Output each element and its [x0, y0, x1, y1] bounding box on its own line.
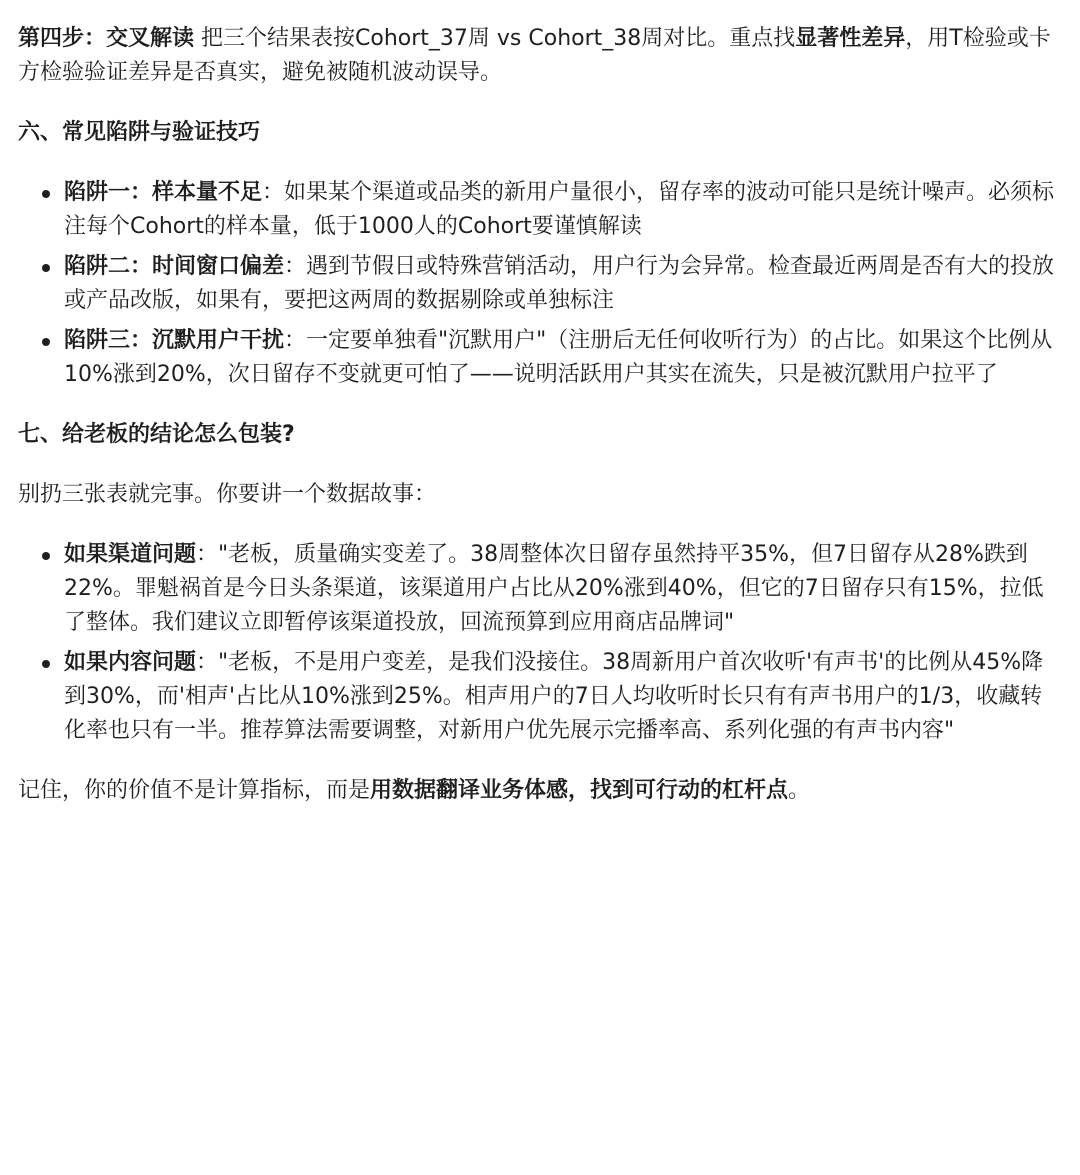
conclusion-item-2	[64, 646, 1058, 748]
closing-text: 记住，你的价值不是计算指标，而是	[18, 778, 371, 803]
step4-emphasis: 显著性差异	[795, 26, 906, 51]
pitfall-text: ：遇到节假日或特殊营销活动，用户行为会异常。检查最近两周是否有大的投放或产品改版，如果有，要把这两周的数据剔除或单独标注	[64, 254, 1055, 313]
conclusion-item-1	[64, 538, 1058, 640]
closing-end: 。	[788, 778, 811, 803]
conclusion-label: 如果内容问题	[64, 650, 197, 675]
pitfall-text: ：一定要单独看"沉默用户"（注册后无任何收听行为）的占比。如果这个比例从10%涨到20%，次日留存不变就更可怕了——说明活跃用户其实在流失，只是被沉默用户拉平了	[64, 328, 1053, 387]
section7-list	[18, 538, 1058, 748]
section7-intro: 别扔三张表就完事。你要讲一个数据故事：	[18, 482, 437, 507]
pitfall-item-1	[64, 176, 1058, 244]
conclusion-label: 如果渠道问题	[64, 542, 197, 567]
conclusion-text: ："老板，质量确实变差了。38周整体次日留存虽然持平35%，但7日留存从28%跌到22%。罪魁祸首是今日头条渠道，该渠道用户占比从20%涨到40%，但它的7日留存只有15%，拉低了整体。我们建议立即暂停该渠道投放，回流预算到应用商店品牌词"	[64, 542, 1044, 635]
pitfall-item-3	[64, 324, 1058, 392]
step4-text-1: 把三个结果表按Cohort_37周 vs Cohort_38周对比。重点找	[194, 26, 796, 51]
pitfall-label: 陷阱三：沉默用户干扰	[64, 328, 285, 353]
pitfall-label: 陷阱二：时间窗口偏差	[64, 254, 285, 279]
closing-emphasis: 用数据翻译业务体感，找到可行动的杠杆点	[370, 778, 789, 803]
section7-heading: 七、给老板的结论怎么包装?	[18, 422, 295, 447]
closing-paragraph	[18, 774, 1058, 808]
step4-paragraph	[18, 22, 1058, 90]
step4-label: 第四步：交叉解读	[18, 26, 195, 51]
pitfall-label: 陷阱一：样本量不足	[64, 180, 263, 205]
pitfall-item-2	[64, 250, 1058, 318]
pitfall-text: ：如果某个渠道或品类的新用户量很小，留存率的波动可能只是统计噪声。必须标注每个Cohort的样本量，低于1000人的Cohort要谨慎解读	[64, 180, 1055, 239]
conclusion-text: ："老板，不是用户变差，是我们没接住。38周新用户首次收听'有声书'的比例从45%降到30%，而'相声'占比从10%涨到25%。相声用户的7日人均收听时长只有有声书用户的1/3，收藏转化率也只有一半。推荐算法需要调整，对新用户优先展示完播率高、系列化强的有声书内容"	[64, 650, 1044, 743]
step4-text-2: ，用T检验或卡方检验验证差异是否真实，避免被随机波动误导。	[18, 26, 1051, 85]
section6-list	[18, 176, 1058, 392]
section6-heading: 六、常见陷阱与验证技巧	[18, 120, 261, 145]
